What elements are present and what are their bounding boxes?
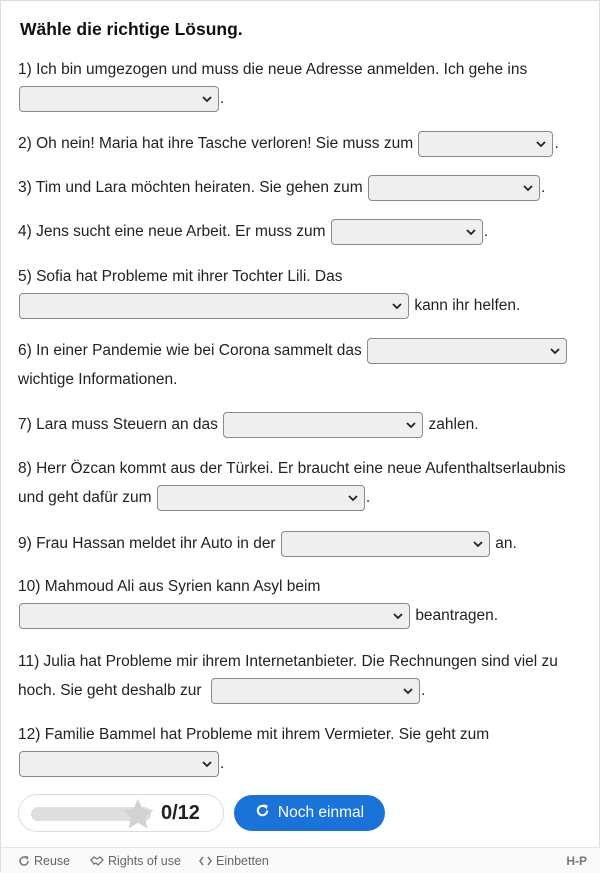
question-1 [18, 55, 586, 113]
question-7-text: 7) Lara muss Steuern an das [18, 416, 218, 433]
answer-select-11[interactable] [211, 678, 420, 704]
retry-button[interactable] [234, 795, 385, 831]
score-text: 0/12 [161, 802, 200, 824]
chevron-down-icon [406, 420, 416, 430]
answer-select-1[interactable] [19, 86, 219, 112]
question-8 [18, 454, 586, 512]
chevron-down-icon [473, 539, 483, 549]
rights-of-use-button[interactable] [90, 854, 181, 868]
question-2-after: . [554, 135, 559, 152]
question-3-after: . [540, 179, 546, 196]
embed-label: Einbetten [216, 854, 269, 868]
embed-button[interactable] [199, 854, 269, 868]
question-7-after: zahlen. [428, 416, 479, 433]
chevron-down-icon [466, 227, 476, 237]
question-9-after: an. [495, 535, 517, 552]
question-5-text: 5) Sofia hat Probleme mit ihrer Tochter Lili. Das [18, 268, 343, 285]
question-11-after: . [421, 682, 426, 699]
question-11-text: 11) Julia hat Probleme mir ihrem Internetanbieter. Die Rechnungen sind viel zu hoch. Sie geht deshalb zur [18, 653, 558, 699]
chevron-down-icon [202, 759, 212, 769]
answer-select-5[interactable] [19, 293, 409, 319]
code-icon [199, 856, 212, 866]
reuse-icon [18, 855, 30, 867]
answer-select-6[interactable] [367, 338, 567, 364]
star-icon [121, 798, 155, 830]
question-1-after: . [220, 90, 225, 107]
question-5 [18, 262, 586, 320]
question-12-text: 12) Familie Bammel hat Probleme mit ihrem Vermieter. Sie geht zum [18, 726, 490, 743]
question-10-text: 10) Mahmoud Ali aus Syrien kann Asyl beim [18, 578, 321, 595]
result-row [18, 794, 588, 832]
chevron-down-icon [550, 346, 560, 356]
chevron-down-icon [393, 611, 403, 621]
answer-select-12[interactable] [19, 751, 219, 777]
question-6-after: wichtige Informationen. [18, 371, 178, 388]
question-9-text: 9) Frau Hassan meldet ihr Auto in der [18, 535, 276, 552]
task-title: Wähle die richtige Lösung. [20, 19, 243, 39]
chevron-down-icon [523, 183, 533, 193]
reuse-button[interactable] [18, 854, 70, 868]
question-2-text: 2) Oh nein! Maria hat ihre Tasche verloren! Sie muss zum [18, 135, 414, 152]
answer-select-9[interactable] [281, 531, 490, 557]
answer-select-8[interactable] [157, 485, 365, 511]
chevron-down-icon [348, 493, 358, 503]
question-1-text: 1) Ich bin umgezogen und muss die neue Adresse anmelden. Ich gehe ins [18, 61, 528, 78]
answer-select-10[interactable] [19, 603, 410, 629]
h5p-actions-bar [1, 847, 600, 873]
chevron-down-icon [202, 94, 212, 104]
chevron-down-icon [403, 686, 413, 696]
question-5-after: kann ihr helfen. [414, 297, 521, 314]
question-3 [18, 173, 586, 202]
answer-select-4[interactable] [331, 219, 483, 245]
question-7 [18, 410, 586, 439]
rights-of-use-label: Rights of use [108, 854, 181, 868]
question-10 [18, 572, 586, 630]
score-display [18, 794, 224, 832]
question-11 [18, 647, 586, 705]
chevron-down-icon [536, 139, 546, 149]
question-12 [18, 720, 586, 778]
question-6 [18, 336, 586, 394]
retry-icon [255, 803, 270, 823]
question-4 [18, 217, 586, 246]
retry-label: Noch einmal [277, 804, 365, 821]
question-12-after: . [220, 755, 225, 772]
question-10-after: beantragen. [415, 607, 499, 624]
answer-select-3[interactable] [368, 175, 540, 201]
question-9 [18, 529, 586, 558]
question-8-text: 8) Herr Özcan kommt aus der Türkei. Er braucht eine neue Aufenthaltserlaubnis und geht dafür zum [18, 460, 566, 506]
question-2 [18, 129, 586, 158]
question-6-text: 6) In einer Pandemie wie bei Corona sammelt das [18, 342, 362, 359]
question-3-text: 3) Tim und Lara möchten heiraten. Sie gehen zum [18, 179, 363, 196]
question-8-after: . [365, 489, 371, 506]
question-4-text: 4) Jens sucht eine neue Arbeit. Er muss zum [18, 223, 326, 240]
question-4-after: . [483, 223, 489, 240]
reuse-label: Reuse [34, 854, 71, 868]
chevron-down-icon [392, 301, 402, 311]
handshake-icon [90, 855, 104, 867]
answer-select-7[interactable] [223, 412, 423, 438]
h5p-logo: H-P [566, 854, 587, 868]
answer-select-2[interactable] [418, 131, 553, 157]
